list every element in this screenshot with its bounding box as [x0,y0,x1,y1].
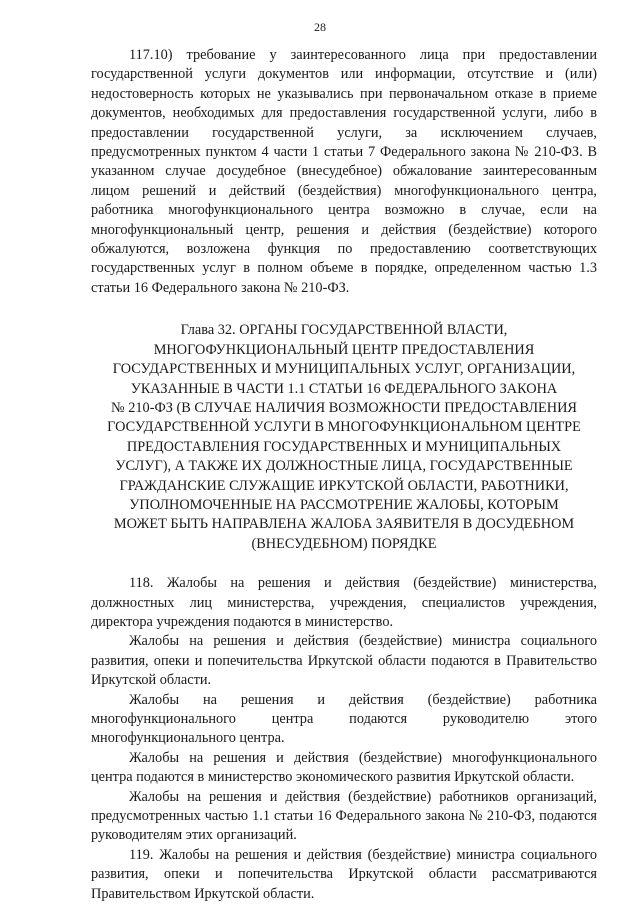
chapter-heading-line: Глава 32. ОРГАНЫ ГОСУДАРСТВЕННОЙ ВЛАСТИ, [180,322,508,339]
chapter-heading-line: ГРАЖДАНСКИЕ СЛУЖАЩИЕ ИРКУТСКОЙ ОБЛАСТИ, РАБОТНИКИ, [119,477,569,494]
chapter-heading-line: (ВНЕСУДЕБНОМ) ПОРЯДКЕ [251,535,437,552]
document-body [91,46,597,904]
paragraph-complaint-mfc: Жалобы на решения и действия (бездействие) многофункционального центра подаются в министерство экономического развития Иркутской области. [91,749,597,786]
chapter-heading-line: ГОСУДАРСТВЕННОЙ УСЛУГИ В МНОГОФУНКЦИОНАЛЬНОМ ЦЕНТРЕ [107,419,581,436]
paragraph-complaint-minister: Жалобы на решения и действия (бездействие) министра социального развития, опеки и попечительства Иркутской области подаются в Правительство Иркутской области. [91,633,597,689]
chapter-heading-line: УКАЗАННЫЕ В ЧАСТИ 1.1 СТАТЬИ 16 ФЕДЕРАЛЬНОГО ЗАКОНА [130,380,558,397]
paragraph-complaint-mfc-worker: Жалобы на решения и действия (бездействие) работника многофункционального центра подаются руководителю этого многофункционального центра. [91,691,597,747]
paragraph-complaint-organizations: Жалобы на решения и действия (бездействие) работников организаций, предусмотренных частью 1.1 статьи 16 Федерального закона № 210-ФЗ, подаются руководителям этих организаций. [91,788,597,844]
chapter-heading-line: МОЖЕТ БЫТЬ НАПРАВЛЕНА ЖАЛОБА ЗАЯВИТЕЛЯ В ДОСУДЕБНОМ [113,516,575,533]
paragraph-117-10: 117.10) требование у заинтересованного лица при предоставлении государственной услуги документов или информации, отсутствие и (или) недостоверность которых не указывались при первоначальном отказе в приеме документов, необходимых для предоставления государственной услуги, либо в предоставлении государственной услуги, за исключением случаев, предусмотренных пунктом 4 части 1 статьи 7 Федерального закона № 210-ФЗ. В указанном случае досудебное (внесудебное) обжалование заинтересованным лицом решений и действий (бездействия) многофункционального центра, работника многофункционального центра возможно в случае, если на многофункциональный центр, решения и действия (бездействие) которого обжалуются, возложена функция по предоставлению соответствующих государственных услуг в полном объеме в порядке, определенном частью 1.3 статьи 16 Федерального закона № 210-ФЗ. [91,47,597,296]
chapter-32-heading [91,321,597,554]
chapter-heading-line: ПРЕДОСТАВЛЕНИЯ ГОСУДАРСТВЕННЫХ И МУНИЦИПАЛЬНЫХ [126,438,562,455]
chapter-heading-line: УПОЛНОМОЧЕННЫЕ НА РАССМОТРЕНИЕ ЖАЛОБЫ, КОТОРЫМ [129,496,559,513]
chapter-heading-line: ГОСУДАРСТВЕННЫХ И МУНИЦИПАЛЬНЫХ УСЛУГ, ОРГАНИЗАЦИИ, [112,361,576,378]
page-number: 28 [314,20,326,34]
paragraph-119: 119. Жалобы на решения и действия (бездействие) министра социального развития, опеки и попечительства Иркутской области рассматриваются Правительством Иркутской области. [91,846,597,902]
paragraph-118: 118. Жалобы на решения и действия (бездействие) министерства, должностных лиц министерства, учреждения, специалистов учреждения, директора учреждения подаются в министерство. [91,575,597,630]
chapter-heading-line: МНОГОФУНКЦИОНАЛЬНЫЙ ЦЕНТР ПРЕДОСТАВЛЕНИЯ [153,341,535,358]
chapter-heading-line: № 210-ФЗ (В СЛУЧАЕ НАЛИЧИЯ ВОЗМОЖНОСТИ ПРЕДОСТАВЛЕНИЯ [111,399,577,416]
chapter-heading-line: УСЛУГ), А ТАКЖЕ ИХ ДОЛЖНОСТНЫЕ ЛИЦА, ГОСУДАРСТВЕННЫЕ [115,458,573,475]
